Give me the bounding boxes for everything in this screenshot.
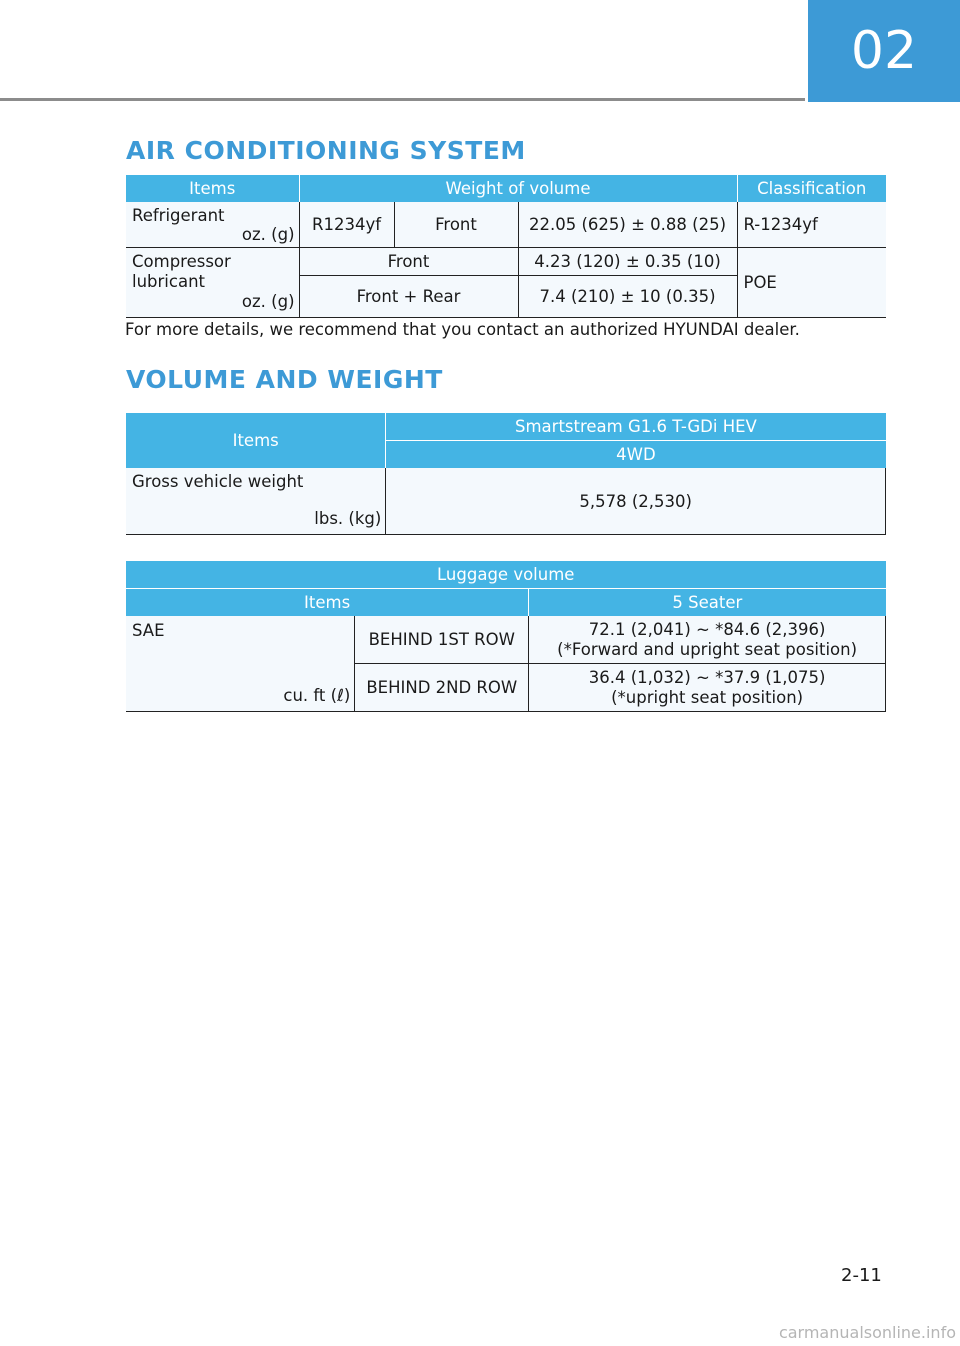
refrigerant-position: Front <box>394 202 518 248</box>
refrigerant-label: Refrigerant <box>132 206 225 225</box>
ac-header-classification: Classification <box>737 175 886 202</box>
weight-header-items: Items <box>126 413 386 468</box>
luggage-note-2: (*upright seat position) <box>611 687 804 707</box>
lubricant-classification: POE <box>737 248 886 318</box>
luggage-header-row <box>126 589 886 617</box>
sae-label: SAE <box>132 620 165 640</box>
luggage-title-row <box>126 561 886 589</box>
luggage-value-cell-2 <box>529 664 886 712</box>
luggage-title: Luggage volume <box>126 561 886 589</box>
gvw-cell <box>126 468 386 535</box>
luggage-header-items: Items <box>126 589 529 617</box>
header-rule <box>0 98 805 101</box>
gvw-unit: lbs. (kg) <box>314 509 382 528</box>
ac-section-title: AIR CONDITIONING SYSTEM <box>126 136 526 165</box>
lubricant-unit: oz. (g) <box>241 292 295 311</box>
refrigerant-amount: 22.05 (625) ± 0.88 (25) <box>518 202 737 248</box>
lubricant-cell <box>126 248 299 318</box>
sae-cell <box>126 616 355 712</box>
dealer-note: For more details, we recommend that you contact an authorized HYUNDAI dealer. <box>125 320 800 339</box>
gvw-row <box>126 468 886 535</box>
ac-header-items: Items <box>126 175 299 202</box>
luggage-value-1: 72.1 (2,041) ~ *84.6 (2,396) <box>588 619 826 639</box>
lubricant-label: Compressor lubricant <box>132 252 231 291</box>
ac-lubricant-front-row <box>126 248 886 276</box>
luggage-unit: cu. ft (ℓ) <box>283 685 351 705</box>
ac-header-weight: Weight of volume <box>299 175 737 202</box>
refrigerant-unit: oz. (g) <box>241 225 295 244</box>
weight-table <box>126 413 886 535</box>
luggage-note-1: (*Forward and upright seat position) <box>557 639 858 659</box>
luggage-position-2: BEHIND 2ND ROW <box>355 664 529 712</box>
lubricant-frontrear-label: Front + Rear <box>299 276 518 318</box>
lubricant-front-amount: 4.23 (120) ± 0.35 (10) <box>518 248 737 276</box>
luggage-value-cell-1 <box>529 616 886 664</box>
weight-header-engine: Smartstream G1.6 T-GDi HEV <box>386 413 886 441</box>
luggage-header-seater: 5 Seater <box>529 589 886 617</box>
footer-site[interactable]: carmanualsonline.info <box>778 1323 956 1342</box>
luggage-table <box>126 561 886 712</box>
page-number: 2-11 <box>841 1265 882 1286</box>
weight-header-drive: 4WD <box>386 441 886 469</box>
luggage-value-2: 36.4 (1,032) ~ *37.9 (1,075) <box>588 667 826 687</box>
ac-header-row <box>126 175 886 202</box>
lubricant-front-label: Front <box>299 248 518 276</box>
luggage-position-1: BEHIND 1ST ROW <box>355 616 529 664</box>
refrigerant-type: R1234yf <box>299 202 394 248</box>
weight-header-row <box>126 413 886 441</box>
lubricant-frontrear-amount: 7.4 (210) ± 10 (0.35) <box>518 276 737 318</box>
luggage-row-1 <box>126 616 886 664</box>
refrigerant-cell <box>126 202 299 248</box>
gvw-value: 5,578 (2,530) <box>386 468 886 535</box>
gvw-label: Gross vehicle weight <box>132 472 304 491</box>
ac-table <box>126 175 886 318</box>
chapter-tab: 02 <box>808 0 960 102</box>
vw-section-title: VOLUME AND WEIGHT <box>126 365 443 394</box>
ac-refrigerant-row <box>126 202 886 248</box>
refrigerant-classification: R-1234yf <box>737 202 886 248</box>
